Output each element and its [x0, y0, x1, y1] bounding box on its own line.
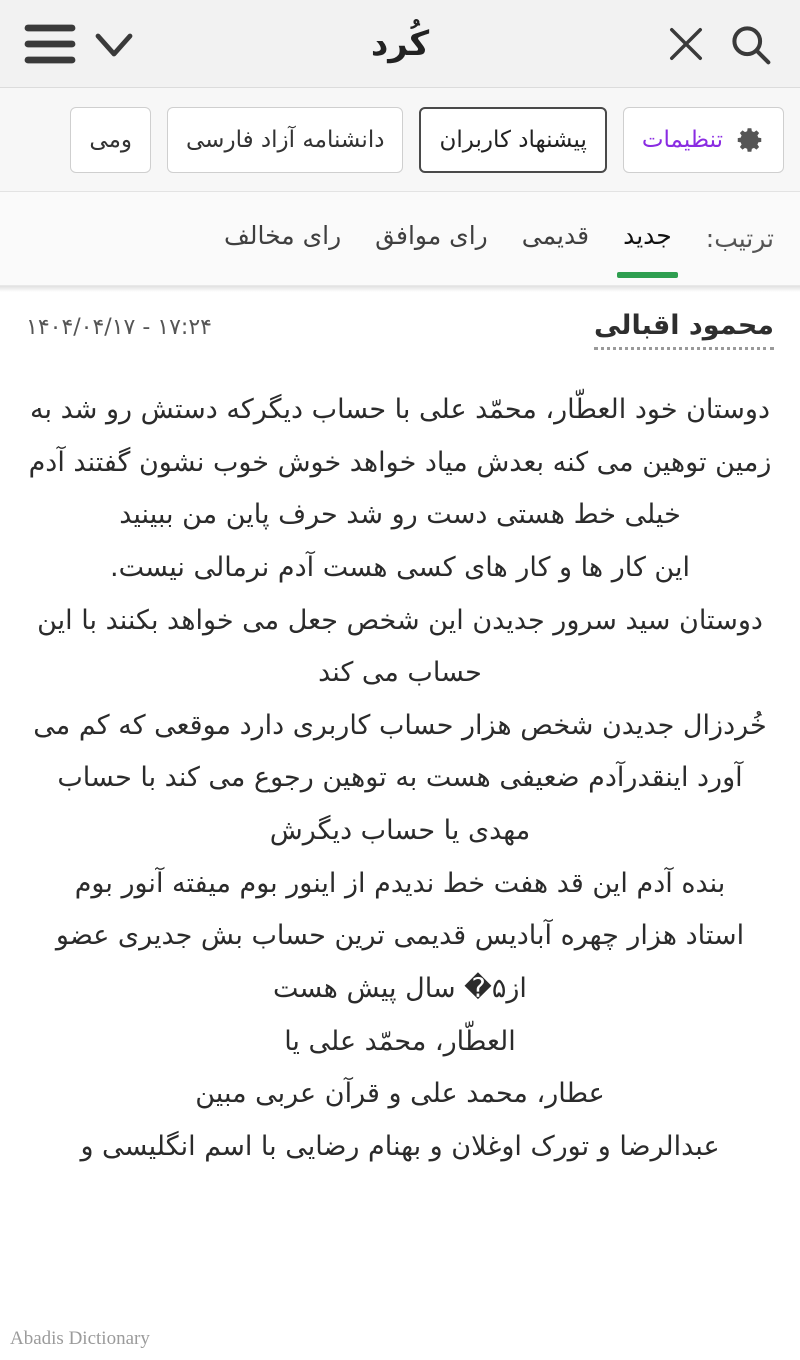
chip-partial-offscreen-label: ومی	[89, 126, 133, 153]
top-app-bar	[0, 0, 800, 88]
chip-user-suggestions[interactable]	[419, 107, 606, 173]
chip-free-persian-encyclopedia[interactable]	[167, 107, 403, 173]
chevron-down-icon[interactable]	[82, 12, 146, 76]
chip-settings[interactable]	[623, 107, 784, 173]
comment-paragraph: استاد هزار چهره آبادیس قدیمی ترین حساب بش جدیری عضو از۵� سال پیش هست	[55, 920, 745, 1005]
sort-option-new[interactable]: جدید	[623, 221, 672, 256]
comment-paragraph: دوستان سید سرور جدیدن این شخص جعل می خواهد بکنند با این حساب می کند	[37, 604, 763, 689]
comment-card	[0, 292, 800, 1174]
comment-paragraph: العطّار، محمّد علی یا	[284, 1025, 516, 1057]
watermark: Abadis Dictionary	[10, 1328, 150, 1349]
hamburger-menu-icon[interactable]	[18, 12, 82, 76]
comment-author[interactable]: محمود اقبالی	[594, 310, 774, 350]
search-icon[interactable]	[718, 12, 782, 76]
gear-icon	[735, 125, 765, 155]
comment-header	[26, 310, 774, 350]
source-chips-row[interactable]	[0, 88, 800, 192]
comment-paragraph: این کار ها و کار های کسی هست آدم نرمالی نیست.	[110, 551, 690, 583]
comment-paragraph: دوستان خود العطّار، محمّد علی با حساب دیگرکه دستش رو شد به زمین توهین می کنه بعدش میاد خواهد خوش خوب نشون گفتند آدم خیلی خط هستی دست رو شد حرف پاین من ببینید	[28, 394, 772, 531]
comment-paragraph: عطار، محمد علی و قرآن عربی مبین	[195, 1078, 605, 1110]
chip-partial-offscreen[interactable]	[70, 107, 151, 173]
comment-paragraph: خُردزال جدیدن شخص هزار حساب کاربری دارد موقعی که کم می آورد اینقدرآدم ضعیفی هست به توهین رجوع می کند با حساب مهدی یا حساب دیگرش	[33, 709, 767, 847]
sort-option-old[interactable]: قدیمی	[521, 221, 590, 250]
comment-timestamp: ۱۴۰۴/۰۴/۱۷ - ۱۷:۲۴	[26, 315, 212, 340]
sort-bar	[0, 192, 800, 286]
sort-label: ترتیب:	[705, 224, 774, 253]
topbar-right-group	[18, 12, 146, 76]
comment-paragraph: بنده آدم این قد هفت خط ندیدم از اینور بوم میفته آنور بوم	[74, 867, 726, 899]
comment-paragraph: عبدالرضا و تورک اوغلان و بهنام رضایی با اسم انگلیسی و	[80, 1130, 720, 1162]
page-title: کُرد	[370, 23, 430, 64]
chip-settings-label: تنظیمات	[641, 126, 723, 153]
sort-option-downvoted[interactable]: رای مخالف	[223, 221, 342, 250]
chip-user-suggestions-label: پیشنهاد کاربران	[439, 126, 587, 153]
chip-free-persian-encyclopedia-label: دانشنامه آزاد فارسی	[186, 126, 385, 153]
topbar-left-group	[654, 12, 782, 76]
comment-body	[26, 384, 774, 1174]
sort-option-upvoted[interactable]: رای موافق	[375, 221, 488, 250]
close-icon[interactable]	[654, 12, 718, 76]
